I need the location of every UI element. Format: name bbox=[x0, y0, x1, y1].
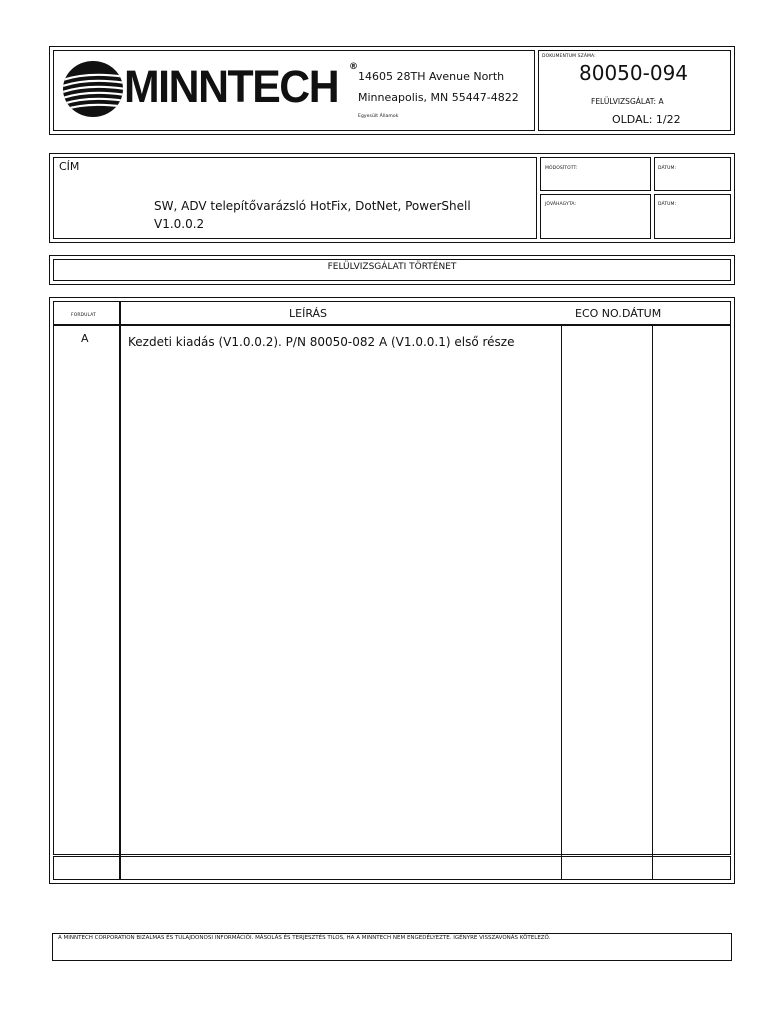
approved-box bbox=[540, 194, 651, 239]
approved-label: JÓVÁHAGYTA: bbox=[545, 202, 577, 207]
title-label: CÍM bbox=[59, 160, 80, 173]
page-number: OLDAL: 1/22 bbox=[612, 113, 681, 126]
column-header-eco: ECO NO. bbox=[575, 307, 622, 320]
column-header-description: LEÍRÁS bbox=[289, 307, 328, 320]
confidential-notice: A MINNTECH CORPORATION BIZALMAS ÉS TULAJDONOSI INFORMÁCIÓI. MÁSOLÁS ÉS TERJESZTÉS TILOS, HA A MINNTECH NEM ENGEDÉLYEZTE. IGÉNYRE VISSZAVONÁS KÖTELEZŐ. bbox=[58, 935, 551, 941]
revision-value: FELÜLVIZSGÁLAT: A bbox=[591, 97, 664, 106]
title-box bbox=[53, 157, 537, 239]
date-box-2 bbox=[654, 194, 731, 239]
column-header-revision: FORDULAT bbox=[71, 313, 96, 318]
table-row-description: Kezdeti kiadás (V1.0.0.2). P/N 80050-082 A (V1.0.0.1) első része bbox=[128, 335, 515, 349]
column-header-date: DÁTUM bbox=[622, 307, 662, 320]
doc-number-label: DOKUMENTUM SZÁMA: bbox=[542, 54, 596, 59]
column-divider bbox=[119, 301, 121, 880]
modified-label: MÓDOSÍTOTT: bbox=[545, 166, 578, 171]
registered-mark: ® bbox=[349, 62, 358, 72]
address-note: Egyesült Államok bbox=[358, 114, 399, 119]
company-name: MINNTECH bbox=[124, 61, 339, 112]
title-line-2: V1.0.0.2 bbox=[154, 217, 205, 231]
table-row-revision: A bbox=[81, 332, 89, 345]
title-line-1: SW, ADV telepítővarázsló HotFix, DotNet, PowerShell bbox=[154, 199, 471, 213]
revision-table-body bbox=[53, 325, 731, 855]
address-line-2: Minneapolis, MN 55447-4822 bbox=[358, 91, 519, 104]
modified-box bbox=[540, 157, 651, 191]
date-label-1: DÁTUM: bbox=[658, 166, 677, 171]
minntech-logo-icon bbox=[62, 60, 124, 118]
date-box-1 bbox=[654, 157, 731, 191]
revision-table-footer-row bbox=[53, 856, 731, 880]
address-line-1: 14605 28TH Avenue North bbox=[358, 70, 505, 83]
history-heading: FELÜLVIZSGÁLATI TÖRTÉNET bbox=[327, 262, 457, 272]
column-divider bbox=[561, 325, 562, 880]
column-divider bbox=[652, 325, 653, 880]
doc-number: 80050-094 bbox=[579, 61, 689, 85]
date-label-2: DÁTUM: bbox=[658, 202, 677, 207]
